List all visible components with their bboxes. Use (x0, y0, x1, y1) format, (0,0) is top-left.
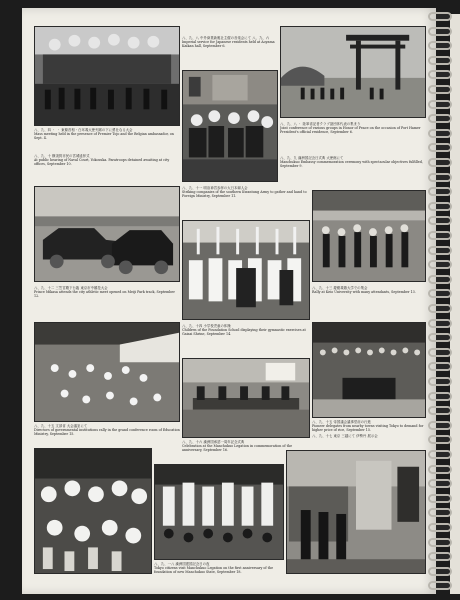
binding-coil (428, 12, 452, 21)
caption-2: 八、九、八 中外商業新報社主催の音楽会にて 八、九、六 Imperial service for Japanese residents held at Aoyama Kaikan hall, September 6. (182, 36, 275, 48)
binding-coil (428, 187, 452, 196)
photo-conference-table (182, 358, 310, 438)
binding-coil (428, 377, 452, 386)
binding-coil (428, 129, 452, 138)
caption-1: 八、九、四 ・ ・ 東條首相・白耳義大使列席の下に勇壮なる大会 Mass meeting held in the presence of Premier Tojo and the Belgian ambassador, on Sept. 4. (34, 128, 174, 140)
binding-coil (428, 173, 452, 182)
photo-meeting-room (182, 70, 278, 182)
binding-coil (428, 362, 452, 371)
caption-7: 八、九、十二 三笠宮殿下台臨 東京市中競技大会 Prince Mikasa attends the city athletic meet opened on Meiji Park track, September 12. (34, 286, 175, 298)
binding-coil (428, 581, 452, 590)
caption-12: 八、九、十六 満洲国承認一周年記念式典 Celebration at the Manchukuo Legation in commemoration of the anniversary, September 16. (182, 440, 293, 452)
binding-coil (428, 508, 452, 517)
binding-coil (428, 421, 452, 430)
binding-coil (428, 304, 452, 313)
photo-cheering-crowd (182, 220, 310, 320)
binding-coil (428, 56, 452, 65)
binding-coil (428, 143, 452, 152)
binding-coil (428, 41, 452, 50)
photo-shrine-gate (280, 26, 426, 118)
binding-coil (428, 202, 452, 211)
binding-coil (428, 465, 452, 474)
binding-coil (428, 479, 452, 488)
binding-coil (428, 158, 452, 167)
binding-coil (428, 348, 452, 357)
binding-coil (428, 523, 452, 532)
binding-coil (428, 100, 452, 109)
binding-coil (428, 216, 452, 225)
caption-13: 八、九、十七 東京 三越にて 伊勢丹 展示会 (312, 434, 378, 438)
caption-8: 八、九、十三 慶應義塾大学での集会 Rally at Keio University with many attendants, September 13. (312, 286, 416, 294)
binding-coil (428, 494, 452, 503)
caption-14: 八、九、一八 満洲国建国記念日の夜 Tokyo citizens visit Manchukuo Legation on the first anniversary of the foundation of new Manchukuo State, September 18. (154, 562, 274, 574)
caption-11: 八、九、十五 帝国議会議事堂前の行進 Pioneer delegates from nearby towns visiting Tokyo to demand for higher price of rice, September 15. (312, 420, 424, 432)
caption-9: 八、九、十四 小学校児童の体操 Children of the Foundation School displaying their gymnastic exercises at Gaisai Shrine, September 14. (182, 324, 306, 336)
binding-coil (428, 435, 452, 444)
binding-coil (428, 552, 452, 561)
caption-4: 八、九、十 横須賀市民の宮城遥拝式 At public hearing of Naval Court, Yokosuka. Paratroops detained awaiting at city offices, September 10. (34, 154, 170, 166)
photo-celebration-left (34, 448, 152, 574)
caption-3: 八、九、八 ・ 陸軍省記者クラブ諸団体代表の集まり Joint conference of various groups in Honor of Peace on the occasion of Port Hamer President's official residence, September 6. (280, 122, 421, 134)
photo-street-crowd (312, 190, 426, 282)
binding-coil (428, 333, 452, 342)
binding-coil (428, 275, 452, 284)
binding-coil (428, 231, 452, 240)
binding-coil (428, 406, 452, 415)
photo-assembly-hall (312, 322, 426, 418)
photo-exhibition-room (286, 450, 426, 574)
binding-coil (428, 392, 452, 401)
binding-coil (428, 450, 452, 459)
binding-coil (428, 70, 452, 79)
binding-coil (428, 246, 452, 255)
photo-celebration-center (154, 464, 284, 560)
binding-coil (428, 260, 452, 269)
binding-coil (428, 85, 452, 94)
spiral-binding (422, 6, 458, 596)
binding-coil (428, 289, 452, 298)
binding-coil (428, 114, 452, 123)
caption-10: 八、九、十五 文部省 大会議室にて Directors of governmental institutions rally in the grand conference room of Education Ministry, September 15. (34, 424, 180, 436)
photo-automobiles (34, 186, 180, 282)
photo-ceremony-stage (34, 26, 180, 126)
binding-coil (428, 27, 452, 36)
caption-6: 八、九、十一 明治神宮参拝の大日本婦人会 Striking companies of the southern Kwantung Army to gather and hand to Foreign Ministry, September 11. (182, 186, 307, 198)
binding-coil (428, 319, 452, 328)
caption-5: 八、九、九 満洲国記念日式典 大使館にて Manchukuo Embassy commemoration ceremony with spectacular objectives fulfilled, September 9. (280, 156, 423, 168)
binding-coil (428, 567, 452, 576)
photo-gymnastics (34, 322, 180, 422)
binding-coil (428, 538, 452, 547)
